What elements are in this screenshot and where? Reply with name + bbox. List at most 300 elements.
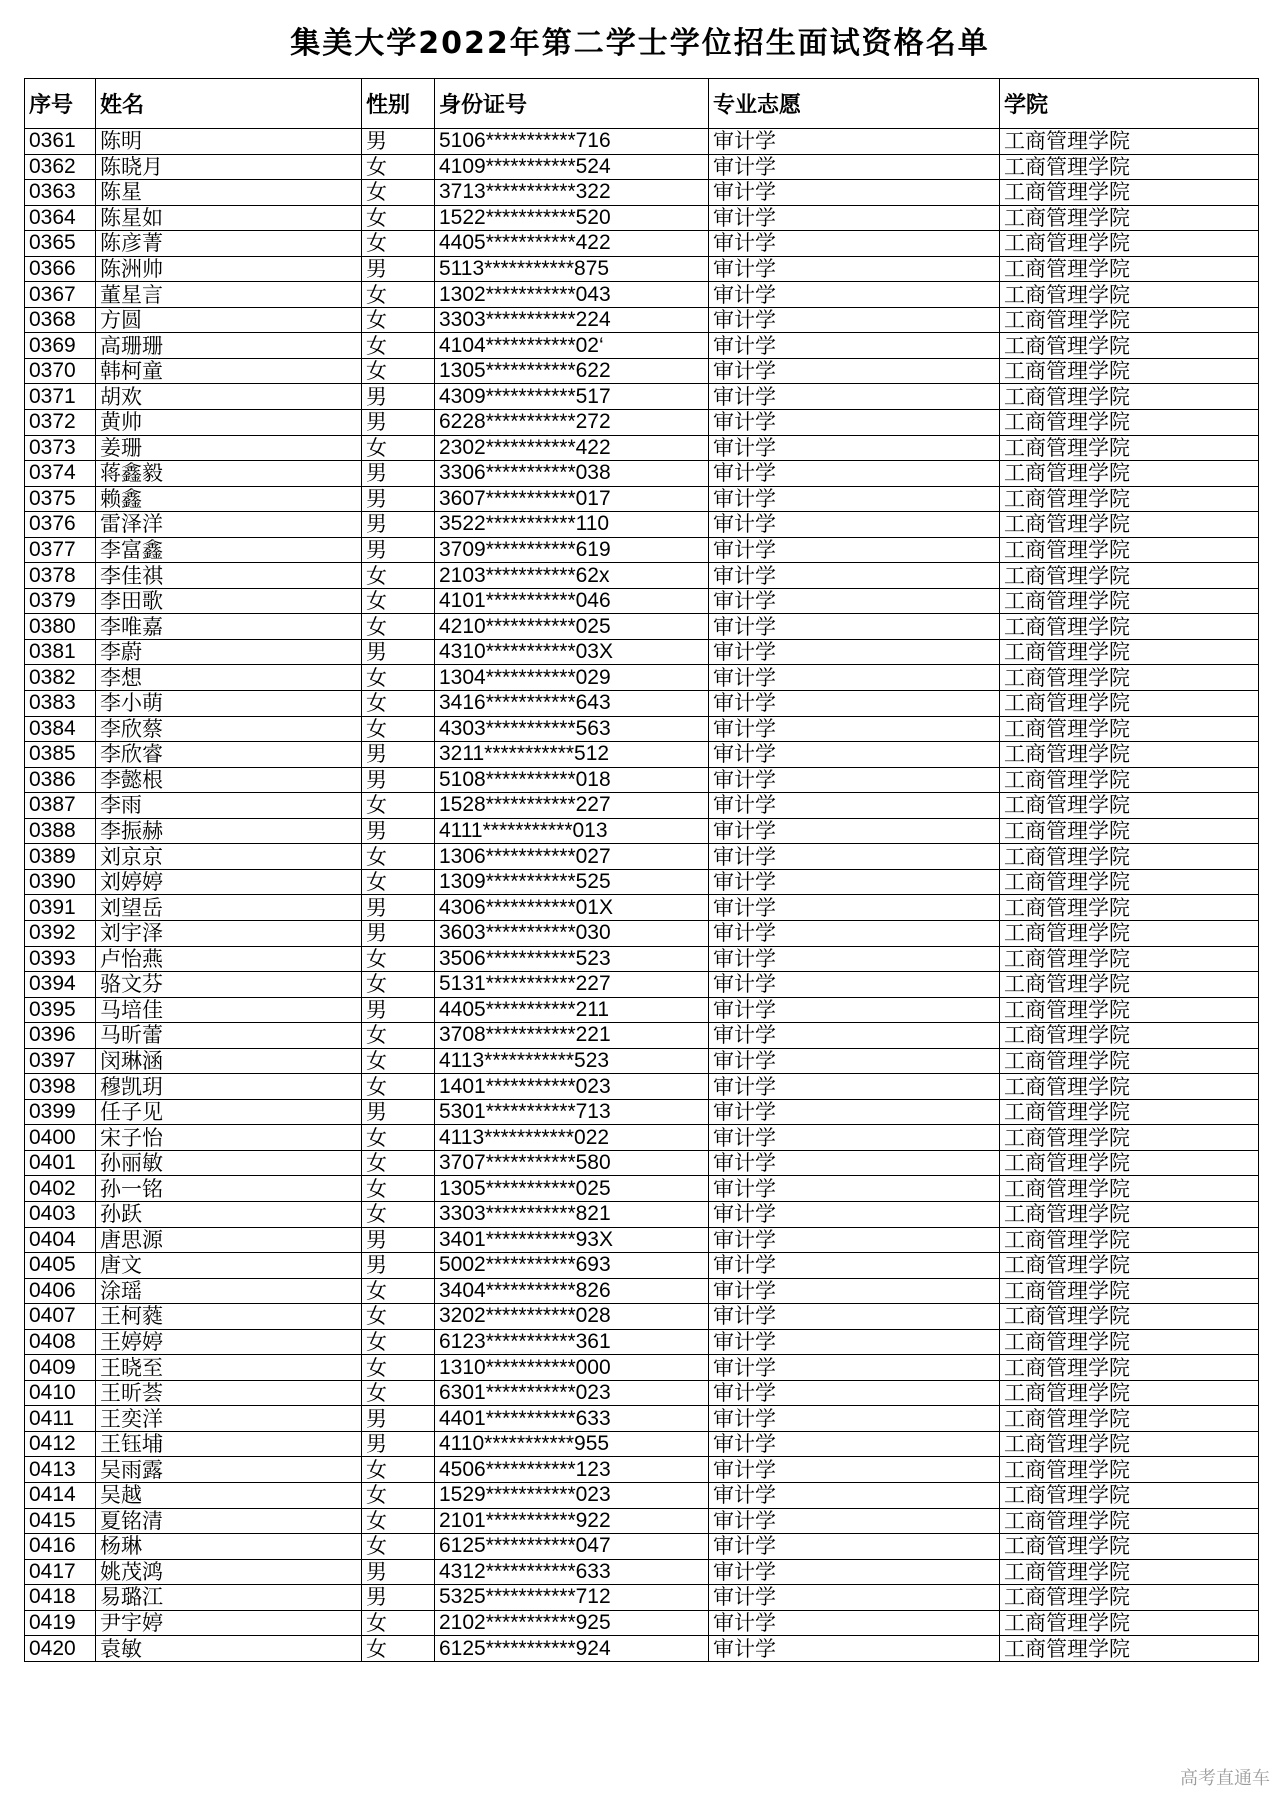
cell-seq: 0404 — [25, 1227, 96, 1253]
cell-id-number: 2103***********62x — [435, 563, 709, 589]
cell-seq: 0375 — [25, 486, 96, 512]
cell-id-number: 3416***********643 — [435, 691, 709, 717]
cell-college: 工商管理学院 — [1000, 1304, 1259, 1330]
cell-gender: 男 — [362, 1406, 435, 1432]
table-row — [25, 1559, 1259, 1585]
table-row — [25, 1304, 1259, 1330]
cell-gender: 女 — [362, 1023, 435, 1049]
cell-name: 卢怡燕 — [96, 946, 362, 972]
cell-college: 工商管理学院 — [1000, 639, 1259, 665]
cell-seq: 0396 — [25, 1023, 96, 1049]
cell-college: 工商管理学院 — [1000, 1534, 1259, 1560]
cell-name: 李富鑫 — [96, 537, 362, 563]
cell-major: 审计学 — [709, 1304, 1000, 1330]
cell-major: 审计学 — [709, 946, 1000, 972]
cell-gender: 女 — [362, 665, 435, 691]
cell-gender: 男 — [362, 512, 435, 538]
cell-id-number: 4110***********955 — [435, 1431, 709, 1457]
cell-id-number: 1305***********622 — [435, 358, 709, 384]
cell-id-number: 5301***********713 — [435, 1099, 709, 1125]
cell-id-number: 4210***********025 — [435, 614, 709, 640]
cell-id-number: 6123***********361 — [435, 1329, 709, 1355]
cell-id-number: 4111***********013 — [435, 818, 709, 844]
cell-gender: 男 — [362, 639, 435, 665]
table-row — [25, 588, 1259, 614]
cell-name: 穆凯玥 — [96, 1074, 362, 1100]
cell-major: 审计学 — [709, 435, 1000, 461]
cell-name: 陈彦菁 — [96, 231, 362, 257]
cell-gender: 男 — [362, 1431, 435, 1457]
cell-id-number: 4303***********563 — [435, 716, 709, 742]
table-row — [25, 1201, 1259, 1227]
table-row — [25, 997, 1259, 1023]
cell-gender: 男 — [362, 384, 435, 410]
cell-gender: 男 — [362, 767, 435, 793]
cell-gender: 男 — [362, 1227, 435, 1253]
cell-name: 蒋鑫毅 — [96, 461, 362, 487]
cell-major: 审计学 — [709, 205, 1000, 231]
cell-gender: 男 — [362, 486, 435, 512]
cell-gender: 女 — [362, 972, 435, 998]
table-row — [25, 665, 1259, 691]
cell-seq: 0361 — [25, 129, 96, 155]
table-row — [25, 1074, 1259, 1100]
cell-major: 审计学 — [709, 767, 1000, 793]
cell-gender: 女 — [362, 333, 435, 359]
cell-major: 审计学 — [709, 282, 1000, 308]
cell-id-number: 1529***********023 — [435, 1482, 709, 1508]
table-row — [25, 1329, 1259, 1355]
cell-gender: 女 — [362, 231, 435, 257]
cell-seq: 0414 — [25, 1482, 96, 1508]
cell-id-number: 5113***********875 — [435, 256, 709, 282]
cell-college: 工商管理学院 — [1000, 1125, 1259, 1151]
cell-id-number: 1401***********023 — [435, 1074, 709, 1100]
cell-id-number: 2102***********925 — [435, 1610, 709, 1636]
table-row — [25, 512, 1259, 538]
cell-gender: 女 — [362, 691, 435, 717]
cell-college: 工商管理学院 — [1000, 1329, 1259, 1355]
cell-college: 工商管理学院 — [1000, 486, 1259, 512]
table-row — [25, 767, 1259, 793]
cell-gender: 男 — [362, 818, 435, 844]
cell-id-number: 1304***********029 — [435, 665, 709, 691]
cell-gender: 女 — [362, 1048, 435, 1074]
cell-college: 工商管理学院 — [1000, 410, 1259, 436]
cell-major: 审计学 — [709, 1559, 1000, 1585]
cell-college: 工商管理学院 — [1000, 205, 1259, 231]
cell-seq: 0403 — [25, 1201, 96, 1227]
cell-major: 审计学 — [709, 461, 1000, 487]
cell-major: 审计学 — [709, 1508, 1000, 1534]
table-row — [25, 154, 1259, 180]
table-row — [25, 818, 1259, 844]
cell-name: 刘婷婷 — [96, 869, 362, 895]
cell-college: 工商管理学院 — [1000, 1585, 1259, 1611]
cell-college: 工商管理学院 — [1000, 1278, 1259, 1304]
cell-major: 审计学 — [709, 844, 1000, 870]
cell-gender: 女 — [362, 1457, 435, 1483]
cell-gender: 男 — [362, 997, 435, 1023]
cell-college: 工商管理学院 — [1000, 1201, 1259, 1227]
cell-gender: 女 — [362, 1380, 435, 1406]
cell-id-number: 3303***********821 — [435, 1201, 709, 1227]
cell-major: 审计学 — [709, 588, 1000, 614]
cell-gender: 男 — [362, 1099, 435, 1125]
cell-seq: 0405 — [25, 1253, 96, 1279]
cell-college: 工商管理学院 — [1000, 1457, 1259, 1483]
cell-seq: 0418 — [25, 1585, 96, 1611]
cell-name: 王昕荟 — [96, 1380, 362, 1406]
cell-name: 尹宇婷 — [96, 1610, 362, 1636]
cell-college: 工商管理学院 — [1000, 537, 1259, 563]
cell-name: 王婷婷 — [96, 1329, 362, 1355]
cell-id-number: 1302***********043 — [435, 282, 709, 308]
cell-college: 工商管理学院 — [1000, 742, 1259, 768]
cell-gender: 女 — [362, 716, 435, 742]
cell-seq: 0408 — [25, 1329, 96, 1355]
table-row — [25, 1482, 1259, 1508]
cell-name: 李想 — [96, 665, 362, 691]
table-row — [25, 1431, 1259, 1457]
cell-id-number: 3303***********224 — [435, 307, 709, 333]
cell-major: 审计学 — [709, 895, 1000, 921]
cell-major: 审计学 — [709, 1048, 1000, 1074]
cell-gender: 女 — [362, 793, 435, 819]
cell-id-number: 3707***********580 — [435, 1150, 709, 1176]
table-row — [25, 1099, 1259, 1125]
cell-seq: 0391 — [25, 895, 96, 921]
cell-college: 工商管理学院 — [1000, 358, 1259, 384]
cell-major: 审计学 — [709, 1023, 1000, 1049]
cell-seq: 0378 — [25, 563, 96, 589]
cell-id-number: 5131***********227 — [435, 972, 709, 998]
cell-name: 陈明 — [96, 129, 362, 155]
cell-id-number: 4113***********523 — [435, 1048, 709, 1074]
cell-seq: 0390 — [25, 869, 96, 895]
table-row — [25, 129, 1259, 155]
table-row — [25, 1534, 1259, 1560]
cell-seq: 0376 — [25, 512, 96, 538]
cell-id-number: 3522***********110 — [435, 512, 709, 538]
cell-gender: 女 — [362, 282, 435, 308]
cell-college: 工商管理学院 — [1000, 665, 1259, 691]
cell-major: 审计学 — [709, 256, 1000, 282]
cell-seq: 0377 — [25, 537, 96, 563]
table-row — [25, 1176, 1259, 1202]
cell-name: 涂瑶 — [96, 1278, 362, 1304]
cell-id-number: 4101***********046 — [435, 588, 709, 614]
cell-gender: 女 — [362, 1329, 435, 1355]
cell-major: 审计学 — [709, 1253, 1000, 1279]
cell-id-number: 5325***********712 — [435, 1585, 709, 1611]
cell-gender: 女 — [362, 588, 435, 614]
cell-gender: 女 — [362, 154, 435, 180]
cell-seq: 0397 — [25, 1048, 96, 1074]
cell-college: 工商管理学院 — [1000, 563, 1259, 589]
cell-major: 审计学 — [709, 231, 1000, 257]
cell-major: 审计学 — [709, 1278, 1000, 1304]
cell-gender: 女 — [362, 563, 435, 589]
table-row — [25, 844, 1259, 870]
cell-name: 闵琳涵 — [96, 1048, 362, 1074]
cell-id-number: 3401***********93X — [435, 1227, 709, 1253]
cell-college: 工商管理学院 — [1000, 1048, 1259, 1074]
cell-gender: 女 — [362, 1278, 435, 1304]
cell-major: 审计学 — [709, 716, 1000, 742]
table-row — [25, 1508, 1259, 1534]
cell-seq: 0385 — [25, 742, 96, 768]
candidate-table — [24, 78, 1259, 1662]
cell-college: 工商管理学院 — [1000, 461, 1259, 487]
table-row — [25, 716, 1259, 742]
cell-college: 工商管理学院 — [1000, 1610, 1259, 1636]
cell-seq: 0365 — [25, 231, 96, 257]
table-row — [25, 180, 1259, 206]
cell-id-number: 4405***********211 — [435, 997, 709, 1023]
cell-id-number: 3708***********221 — [435, 1023, 709, 1049]
cell-major: 审计学 — [709, 180, 1000, 206]
cell-name: 孙跃 — [96, 1201, 362, 1227]
cell-college: 工商管理学院 — [1000, 793, 1259, 819]
cell-id-number: 3506***********523 — [435, 946, 709, 972]
cell-major: 审计学 — [709, 1227, 1000, 1253]
cell-seq: 0373 — [25, 435, 96, 461]
cell-id-number: 4401***********633 — [435, 1406, 709, 1432]
cell-gender: 女 — [362, 869, 435, 895]
table-row — [25, 972, 1259, 998]
cell-seq: 0386 — [25, 767, 96, 793]
cell-id-number: 3603***********030 — [435, 920, 709, 946]
cell-major: 审计学 — [709, 1457, 1000, 1483]
cell-gender: 男 — [362, 537, 435, 563]
cell-college: 工商管理学院 — [1000, 614, 1259, 640]
cell-seq: 0413 — [25, 1457, 96, 1483]
cell-seq: 0389 — [25, 844, 96, 870]
cell-id-number: 1306***********027 — [435, 844, 709, 870]
cell-college: 工商管理学院 — [1000, 818, 1259, 844]
table-row — [25, 435, 1259, 461]
cell-name: 韩柯童 — [96, 358, 362, 384]
table-row — [25, 333, 1259, 359]
table-row — [25, 307, 1259, 333]
cell-id-number: 3306***********038 — [435, 461, 709, 487]
cell-college: 工商管理学院 — [1000, 716, 1259, 742]
cell-id-number: 6125***********047 — [435, 1534, 709, 1560]
cell-seq: 0383 — [25, 691, 96, 717]
table-row — [25, 1150, 1259, 1176]
cell-name: 唐文 — [96, 1253, 362, 1279]
cell-seq: 0372 — [25, 410, 96, 436]
cell-id-number: 4405***********422 — [435, 231, 709, 257]
cell-seq: 0368 — [25, 307, 96, 333]
cell-name: 李唯嘉 — [96, 614, 362, 640]
cell-gender: 女 — [362, 1304, 435, 1330]
cell-id-number: 6228***********272 — [435, 410, 709, 436]
table-row — [25, 1253, 1259, 1279]
table-row — [25, 358, 1259, 384]
cell-college: 工商管理学院 — [1000, 154, 1259, 180]
column-header-major: 专业志愿 — [709, 79, 1000, 129]
table-row — [25, 895, 1259, 921]
table-row — [25, 563, 1259, 589]
cell-major: 审计学 — [709, 1150, 1000, 1176]
cell-college: 工商管理学院 — [1000, 997, 1259, 1023]
cell-gender: 女 — [362, 1125, 435, 1151]
cell-seq: 0417 — [25, 1559, 96, 1585]
cell-gender: 男 — [362, 461, 435, 487]
cell-gender: 女 — [362, 1176, 435, 1202]
table-row — [25, 486, 1259, 512]
cell-seq: 0363 — [25, 180, 96, 206]
column-header-college: 学院 — [1000, 79, 1259, 129]
cell-college: 工商管理学院 — [1000, 1074, 1259, 1100]
cell-major: 审计学 — [709, 512, 1000, 538]
cell-id-number: 5106***********716 — [435, 129, 709, 155]
cell-major: 审计学 — [709, 358, 1000, 384]
table-row — [25, 793, 1259, 819]
cell-id-number: 3211***********512 — [435, 742, 709, 768]
cell-name: 董星言 — [96, 282, 362, 308]
cell-college: 工商管理学院 — [1000, 844, 1259, 870]
cell-major: 审计学 — [709, 972, 1000, 998]
cell-major: 审计学 — [709, 1074, 1000, 1100]
cell-seq: 0419 — [25, 1610, 96, 1636]
cell-major: 审计学 — [709, 1585, 1000, 1611]
cell-seq: 0416 — [25, 1534, 96, 1560]
cell-name: 吴雨露 — [96, 1457, 362, 1483]
cell-major: 审计学 — [709, 1636, 1000, 1662]
cell-name: 雷泽洋 — [96, 512, 362, 538]
cell-seq: 0407 — [25, 1304, 96, 1330]
cell-id-number: 4109***********524 — [435, 154, 709, 180]
cell-major: 审计学 — [709, 1355, 1000, 1381]
table-row — [25, 639, 1259, 665]
cell-college: 工商管理学院 — [1000, 307, 1259, 333]
cell-college: 工商管理学院 — [1000, 920, 1259, 946]
cell-name: 姜珊 — [96, 435, 362, 461]
cell-id-number: 4104***********02‘ — [435, 333, 709, 359]
table-row — [25, 461, 1259, 487]
cell-gender: 女 — [362, 844, 435, 870]
cell-college: 工商管理学院 — [1000, 1431, 1259, 1457]
cell-gender: 男 — [362, 129, 435, 155]
cell-seq: 0379 — [25, 588, 96, 614]
cell-gender: 女 — [362, 946, 435, 972]
cell-seq: 0381 — [25, 639, 96, 665]
cell-major: 审计学 — [709, 1176, 1000, 1202]
cell-college: 工商管理学院 — [1000, 1099, 1259, 1125]
cell-seq: 0362 — [25, 154, 96, 180]
watermark: 高考直通车 — [1180, 1768, 1270, 1789]
cell-name: 王晓至 — [96, 1355, 362, 1381]
cell-name: 孙丽敏 — [96, 1150, 362, 1176]
cell-major: 审计学 — [709, 307, 1000, 333]
cell-gender: 女 — [362, 1074, 435, 1100]
cell-id-number: 4309***********517 — [435, 384, 709, 410]
cell-name: 李田歌 — [96, 588, 362, 614]
table-row — [25, 1278, 1259, 1304]
cell-name: 姚茂鸿 — [96, 1559, 362, 1585]
cell-gender: 男 — [362, 920, 435, 946]
cell-seq: 0380 — [25, 614, 96, 640]
cell-college: 工商管理学院 — [1000, 1355, 1259, 1381]
cell-seq: 0366 — [25, 256, 96, 282]
cell-major: 审计学 — [709, 997, 1000, 1023]
cell-gender: 女 — [362, 614, 435, 640]
cell-college: 工商管理学院 — [1000, 1482, 1259, 1508]
cell-seq: 0388 — [25, 818, 96, 844]
cell-seq: 0394 — [25, 972, 96, 998]
cell-name: 易璐江 — [96, 1585, 362, 1611]
cell-college: 工商管理学院 — [1000, 1176, 1259, 1202]
cell-college: 工商管理学院 — [1000, 1023, 1259, 1049]
cell-id-number: 5002***********693 — [435, 1253, 709, 1279]
cell-seq: 0369 — [25, 333, 96, 359]
cell-college: 工商管理学院 — [1000, 256, 1259, 282]
cell-gender: 男 — [362, 1585, 435, 1611]
cell-name: 骆文芬 — [96, 972, 362, 998]
cell-seq: 0409 — [25, 1355, 96, 1381]
cell-id-number: 2101***********922 — [435, 1508, 709, 1534]
cell-id-number: 4113***********022 — [435, 1125, 709, 1151]
cell-college: 工商管理学院 — [1000, 1508, 1259, 1534]
table-row — [25, 614, 1259, 640]
table-header-row — [25, 79, 1259, 129]
cell-seq: 0420 — [25, 1636, 96, 1662]
cell-college: 工商管理学院 — [1000, 895, 1259, 921]
table-row — [25, 869, 1259, 895]
cell-name: 马培佳 — [96, 997, 362, 1023]
cell-name: 陈星 — [96, 180, 362, 206]
cell-name: 马昕蕾 — [96, 1023, 362, 1049]
cell-id-number: 3404***********826 — [435, 1278, 709, 1304]
cell-seq: 0406 — [25, 1278, 96, 1304]
cell-major: 审计学 — [709, 563, 1000, 589]
cell-college: 工商管理学院 — [1000, 129, 1259, 155]
cell-major: 审计学 — [709, 691, 1000, 717]
column-header-seq: 序号 — [25, 79, 96, 129]
cell-major: 审计学 — [709, 920, 1000, 946]
cell-college: 工商管理学院 — [1000, 1380, 1259, 1406]
cell-seq: 0371 — [25, 384, 96, 410]
cell-id-number: 4506***********123 — [435, 1457, 709, 1483]
cell-gender: 男 — [362, 895, 435, 921]
cell-gender: 女 — [362, 1201, 435, 1227]
cell-gender: 女 — [362, 435, 435, 461]
table-row — [25, 920, 1259, 946]
cell-seq: 0411 — [25, 1406, 96, 1432]
cell-id-number: 1310***********000 — [435, 1355, 709, 1381]
cell-gender: 女 — [362, 1150, 435, 1176]
cell-id-number: 3713***********322 — [435, 180, 709, 206]
cell-name: 高珊珊 — [96, 333, 362, 359]
cell-college: 工商管理学院 — [1000, 691, 1259, 717]
page-title: 集美大学2022年第二学士学位招生面试资格名单 — [290, 26, 990, 61]
table-row — [25, 1125, 1259, 1151]
cell-major: 审计学 — [709, 742, 1000, 768]
table-row — [25, 1406, 1259, 1432]
cell-id-number: 5108***********018 — [435, 767, 709, 793]
cell-name: 李佳祺 — [96, 563, 362, 589]
cell-name: 孙一铭 — [96, 1176, 362, 1202]
cell-id-number: 4312***********633 — [435, 1559, 709, 1585]
cell-seq: 0364 — [25, 205, 96, 231]
cell-name: 胡欢 — [96, 384, 362, 410]
cell-major: 审计学 — [709, 665, 1000, 691]
table-row — [25, 410, 1259, 436]
cell-name: 李欣睿 — [96, 742, 362, 768]
